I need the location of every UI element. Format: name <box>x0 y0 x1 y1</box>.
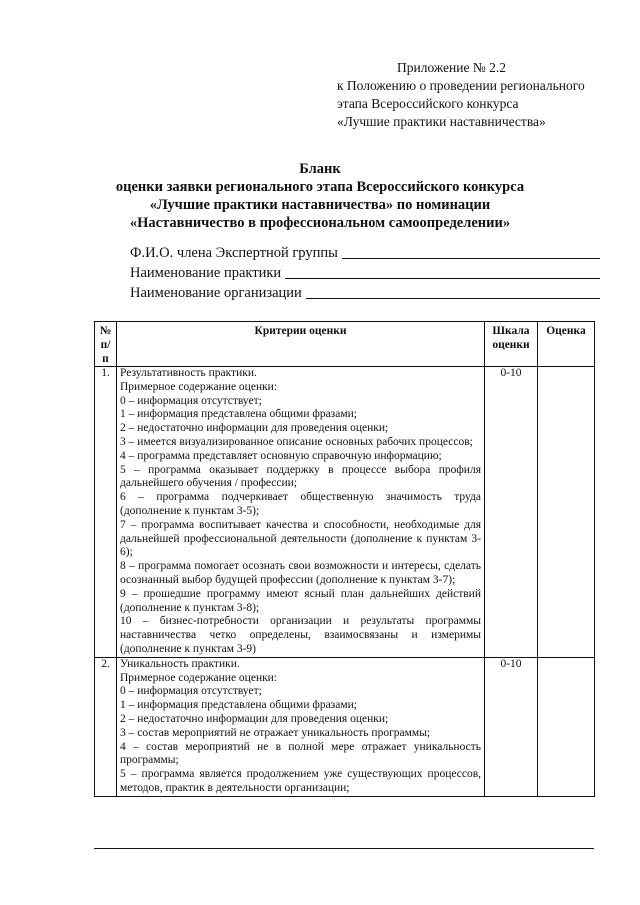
appendix-header <box>337 59 627 131</box>
criteria-line: 3 – имеется визуализированное описание основных рабочих процессов; <box>120 435 473 448</box>
table-row <box>95 367 595 658</box>
table-row <box>95 657 595 796</box>
field-label: Наименование организации <box>130 285 302 301</box>
form-title-line: «Наставничество в профессиональном самоопределении» <box>129 215 511 231</box>
header-scale: Шкала оценки <box>485 322 538 367</box>
table-header-row <box>95 322 595 367</box>
criteria-line: 5 – программа оказывает поддержку в процессе выбора профиля дальнейшего обучения / профессии; <box>120 463 481 490</box>
row-number: 1. <box>95 367 117 658</box>
criteria-line: 10 – бизнес-потребности организации и результаты программы наставничества четко определены, взаимосвязаны и измеримы (дополнение к пунктам 3-9) <box>120 615 481 655</box>
criteria-line: 2 – недостаточно информации для проведения оценки; <box>120 422 389 435</box>
criteria-line: 4 – программа представляет основную справочную информацию; <box>120 449 442 462</box>
organization-name-field[interactable] <box>130 283 600 303</box>
criteria-line: 4 – состав мероприятий не в полной мере отражает уникальность программы; <box>120 740 481 767</box>
criteria-line: 0 – информация отсутствует; <box>120 685 262 698</box>
criteria-line: 3 – состав мероприятий не отражает уникальность программы; <box>120 726 431 739</box>
field-label: Наименование практики <box>130 265 282 281</box>
field-label: Ф.И.О. члена Экспертной группы <box>130 245 338 261</box>
row-score-cell[interactable] <box>538 367 595 658</box>
page-bottom-margin <box>0 848 640 905</box>
form-title-line: Бланк <box>299 161 341 177</box>
appendix-line: этапа Всероссийского конкурса <box>337 96 519 111</box>
criteria-line: 6 – программа подчеркивает общественную значимость труда (дополнение к пунктам 3-5); <box>120 491 481 517</box>
criteria-line: Уникальность практики. <box>120 657 240 670</box>
form-fields <box>130 243 600 303</box>
criteria-line: 7 – программа воспитывает качества и способности, необходимые для дальнейшей профессиональной деятельности (дополнение к пунктам 3-6); <box>120 518 481 559</box>
row-scale: 0-10 <box>485 657 538 796</box>
form-title <box>40 160 600 232</box>
header-num: № п/п <box>95 322 117 367</box>
criteria-line: 5 – программа является продолжением уже существующих процессов, методов, практик в деятельности организации; <box>120 768 481 794</box>
criteria-line: 0 – информация отсутствует; <box>120 394 262 407</box>
row-scale: 0-10 <box>485 367 538 658</box>
fill-line[interactable] <box>306 297 600 299</box>
fill-line[interactable] <box>342 257 600 259</box>
row-criteria <box>117 657 485 796</box>
criteria-line: Примерное содержание оценки: <box>120 671 278 684</box>
criteria-line: 9 – прошедшие программу имеют ясный план дальнейших действий (дополнение к пунктам 3-8); <box>120 587 481 614</box>
header-score: Оценка <box>538 322 595 367</box>
appendix-line: «Лучшие практики наставничества» <box>337 114 546 129</box>
fill-line[interactable] <box>285 277 600 279</box>
criteria-line: Результативность практики. <box>120 367 257 379</box>
row-criteria <box>117 367 485 658</box>
criteria-line: 1 – информация представлена общими фразами; <box>120 408 357 421</box>
practice-name-field[interactable] <box>130 263 600 283</box>
form-title-line: «Лучшие практики наставничества» по номинации <box>149 197 491 213</box>
expert-name-field[interactable] <box>130 243 600 263</box>
criteria-line: Примерное содержание оценки: <box>120 380 278 393</box>
criteria-line: 2 – недостаточно информации для проведения оценки; <box>120 712 389 725</box>
appendix-title: Приложение № 2.2 <box>397 60 506 75</box>
row-score-cell[interactable] <box>538 657 595 796</box>
criteria-line: 1 – информация представлена общими фразами; <box>120 699 357 712</box>
criteria-table <box>94 321 595 797</box>
table-cut-line <box>94 848 594 849</box>
criteria-line: 8 – программа помогает осознать свои возможности и интересы, сделать осознанный выбор будущей профессии (дополнение к пунктам 3-7); <box>120 560 481 586</box>
form-title-line: оценки заявки регионального этапа Всероссийского конкурса <box>115 179 525 195</box>
header-criteria: Критерии оценки <box>117 322 485 367</box>
row-number: 2. <box>95 657 117 796</box>
appendix-line: к Положению о проведении регионального <box>337 78 585 93</box>
